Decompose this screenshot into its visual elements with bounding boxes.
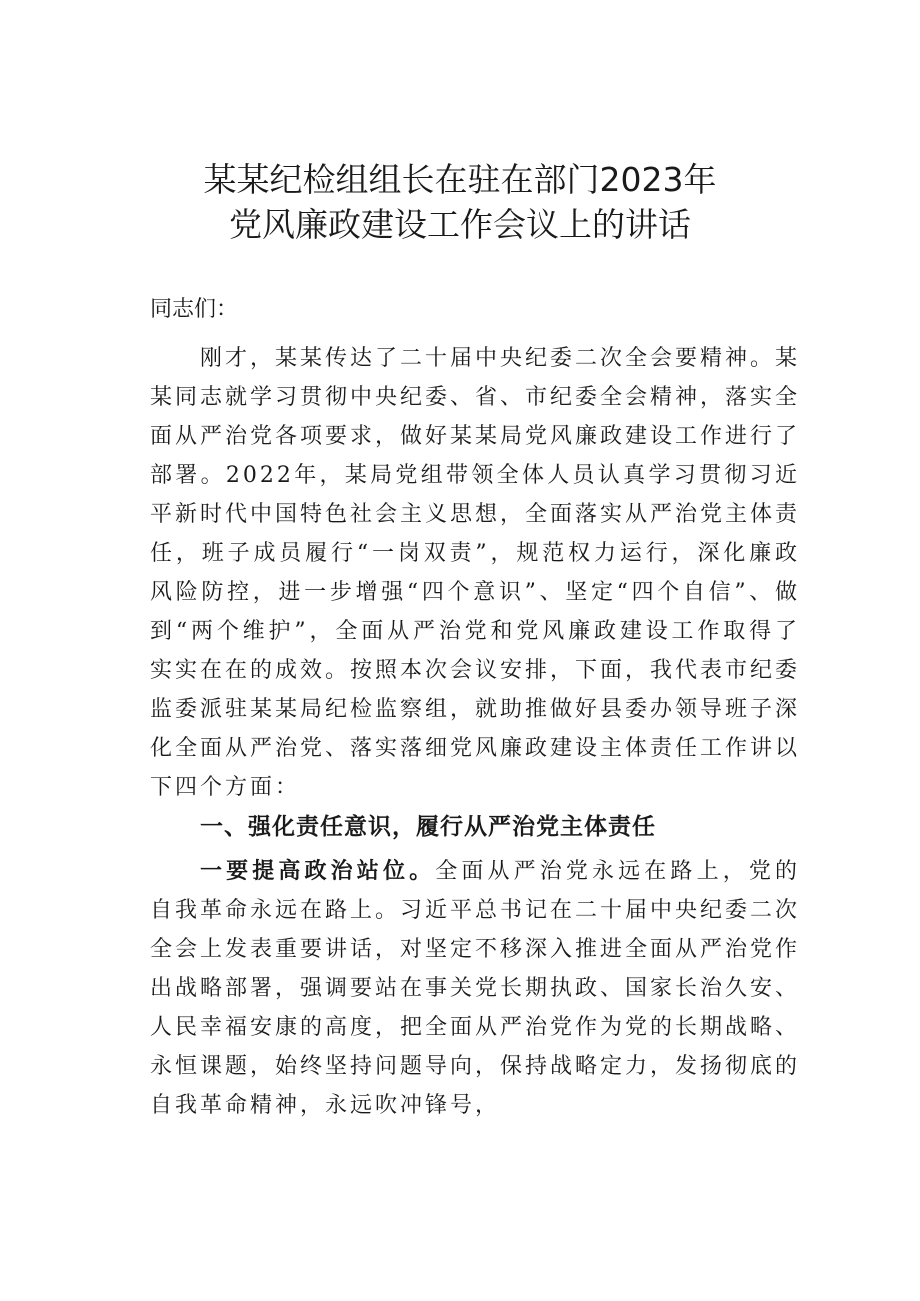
document-title-line-1: 某某纪检组组长在驻在部门2023年 bbox=[203, 160, 717, 199]
document-title-line-2: 党风廉政建设工作会议上的讲话 bbox=[229, 205, 691, 244]
paragraph-opening: 刚才，某某传达了二十届中央纪委二次全会要精神。某某同志就学习贯彻中央纪委、省、市纪委全会精神，落实全面从严治党各项要求，做好某某局党风廉政建设工作进行了部署。2022年，某局党组带领全体人员认真学习贯彻习近平新时代中国特色社会主义思想，全面落实从严治党主体责任，班子成员履行“一岗双责”，规范权力运行，深化廉政风险防控，进一步增强“四个意识”、坚定“四个自信”、做到“两个维护”，全面从严治党和党风廉政建设工作取得了实实在在的成效。按照本次会议安排，下面，我代表市纪委监委派驻某某局纪检监察组，就助推做好县委办领导班子深化全面从严治党、落实落细党风廉政建设主体责任工作讲以下四个方面： bbox=[150, 346, 801, 800]
paragraph-body: 全面从严治党永远在路上，党的自我革命永远在路上。习近平总书记在二十届中央纪委二次全会上发表重要讲话，对坚定不移深入推进全面从严治党作出战略部署，强调要站在事关党长期执政、国家长治久安、人民幸福安康的高度，把全面从严治党作为党的长期战略、永恒课题，始终坚持问题导向，保持战略定力，发扬彻底的自我革命精神，永远吹冲锋号， bbox=[150, 859, 801, 1118]
section-heading-1: 一、强化责任意识，履行从严治党主体责任 bbox=[200, 814, 656, 840]
paragraph-lead-bold: 一要提高政治站位。 bbox=[200, 859, 436, 884]
salutation: 同志们： bbox=[150, 297, 239, 322]
paragraph-political-stance bbox=[150, 852, 800, 1125]
